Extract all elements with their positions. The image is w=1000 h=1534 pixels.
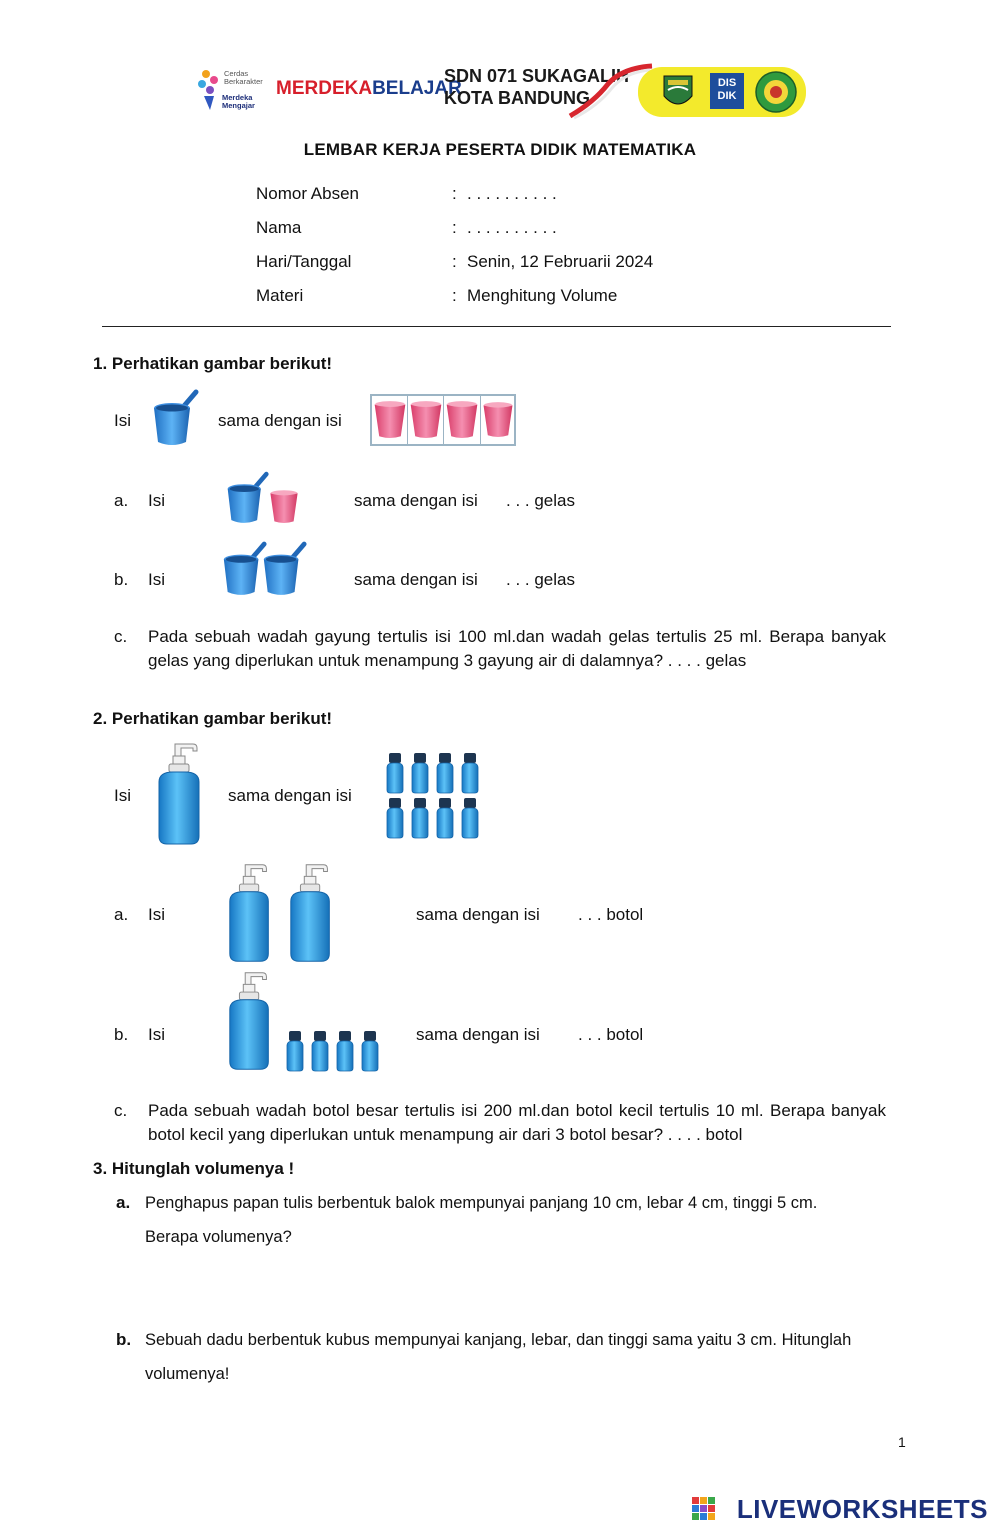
q2a-same: sama dengan isi bbox=[416, 905, 540, 924]
disdik-text: DIS DIK bbox=[717, 77, 737, 102]
q2b-isi: Isi bbox=[148, 1025, 165, 1044]
info-value-materi: Menghitung Volume bbox=[467, 286, 618, 305]
dipper-icon bbox=[150, 388, 200, 448]
q2b-letter: b. bbox=[114, 1025, 129, 1044]
q2-intro-isi: Isi bbox=[114, 786, 131, 805]
small-bottle-icon bbox=[434, 752, 456, 794]
small-bottle-icon bbox=[459, 797, 481, 839]
q2-intro-same: sama dengan isi bbox=[228, 786, 352, 805]
info-value-tanggal: Senin, 12 Februarii 2024 bbox=[467, 252, 654, 271]
page-number: 1 bbox=[898, 1434, 906, 1450]
info-colon: : bbox=[452, 218, 457, 237]
page-title: LEMBAR KERJA PESERTA DIDIK MATEMATIKA bbox=[303, 140, 697, 159]
glass-icon bbox=[372, 396, 408, 444]
pump-bottle-icon bbox=[285, 862, 339, 964]
divider bbox=[102, 326, 891, 327]
q2b-answer[interactable]: . . . botol bbox=[578, 1025, 644, 1044]
info-colon: : bbox=[452, 184, 457, 203]
small-bottle-icon bbox=[384, 752, 406, 794]
q1c-text: Pada sebuah wadah gayung tertulis isi 100 ml.dan wadah gelas tertulis 25 ml. Berapa banyak gelas yang diperlukan untuk menampung 3 gayung air di dalamnya? . . . . gelas bbox=[148, 627, 886, 670]
q2a-isi: Isi bbox=[148, 905, 165, 924]
merdeka-belajar-logo bbox=[276, 78, 462, 100]
q2-heading: 2. Perhatikan gambar berikut! bbox=[93, 709, 333, 728]
bandung-crest-icon bbox=[660, 72, 696, 112]
info-colon: : bbox=[452, 252, 457, 271]
q1b-same: sama dengan isi bbox=[354, 570, 478, 589]
logo-merdeka-mengajar: Merdeka Mengajar bbox=[222, 93, 255, 110]
logo-cerdas: Cerdas Berkarakter bbox=[224, 69, 263, 86]
q1a-same: sama dengan isi bbox=[354, 491, 478, 510]
belajar-text: BELAJAR bbox=[372, 78, 462, 99]
glass-icon bbox=[444, 396, 480, 444]
school-name-line1: SDN 071 SUKAGALIH bbox=[444, 66, 630, 86]
small-bottle-icon bbox=[359, 1030, 381, 1072]
small-bottle-icon bbox=[459, 752, 481, 794]
q2a-answer[interactable]: . . . botol bbox=[578, 905, 644, 924]
q3-heading: 3. Hitunglah volumenya ! bbox=[93, 1159, 295, 1178]
info-label-nama: Nama bbox=[256, 218, 302, 237]
star-logo-icon bbox=[196, 66, 222, 114]
small-bottle-icon bbox=[409, 797, 431, 839]
header-banner bbox=[196, 62, 808, 120]
q1-intro-same: sama dengan isi bbox=[218, 411, 342, 430]
small-bottle-group bbox=[384, 752, 484, 840]
liveworksheets-watermark: LIVEWORKSHEETS bbox=[736, 1494, 988, 1524]
q1c-letter: c. bbox=[114, 627, 128, 646]
q3a-text: Penghapus papan tulis berbentuk balok mempunyai panjang 10 cm, lebar 4 cm, tinggi 5 cm. Berapa volumenya? bbox=[145, 1194, 818, 1246]
glass-group bbox=[370, 394, 516, 446]
glass-icon bbox=[268, 486, 300, 528]
dipper-icon bbox=[224, 470, 270, 526]
pump-bottle-icon bbox=[224, 862, 278, 964]
glass-icon bbox=[481, 396, 514, 444]
q2c-letter: c. bbox=[114, 1101, 128, 1120]
small-bottle-icon bbox=[309, 1030, 331, 1072]
liveworksheets-logo-icon bbox=[692, 1497, 716, 1521]
info-label-tanggal: Hari/Tanggal bbox=[256, 252, 352, 271]
info-value-nama[interactable]: . . . . . . . . . . bbox=[467, 218, 557, 237]
small-bottle-icon bbox=[434, 797, 456, 839]
q1-heading: 1. Perhatikan gambar berikut! bbox=[93, 354, 333, 373]
q1a-isi: Isi bbox=[148, 491, 165, 510]
info-label-materi: Materi bbox=[256, 286, 304, 305]
q1a-letter: a. bbox=[114, 491, 129, 510]
dipper-icon bbox=[260, 540, 308, 598]
q2c-text: Pada sebuah wadah botol besar tertulis isi 200 ml.dan botol kecil tertulis 10 ml. Berapa banyak botol kecil yang diperlukan untuk menampung air dari 3 botol besar? . . . . botol bbox=[148, 1101, 886, 1144]
glass-icon bbox=[408, 396, 444, 444]
info-colon: : bbox=[452, 286, 457, 305]
q1-intro-isi: Isi bbox=[114, 411, 131, 430]
small-bottle-icon bbox=[384, 797, 406, 839]
pump-bottle-icon bbox=[224, 970, 278, 1072]
info-label-absen: Nomor Absen bbox=[256, 184, 359, 203]
q1b-answer[interactable]: . . . gelas bbox=[506, 570, 575, 589]
q2a-letter: a. bbox=[114, 905, 129, 924]
small-bottle-icon bbox=[409, 752, 431, 794]
q3b-text: Sebuah dadu berbentuk kubus mempunyai kanjang, lebar, dan tinggi sama yaitu 3 cm. Hitunglah volumenya! bbox=[145, 1331, 852, 1383]
q1b-letter: b. bbox=[114, 570, 129, 589]
small-bottle-icon bbox=[334, 1030, 356, 1072]
q1b-isi: Isi bbox=[148, 570, 165, 589]
merdeka-text: MERDEKA bbox=[276, 78, 373, 99]
q1a-answer[interactable]: . . . gelas bbox=[506, 491, 575, 510]
school-name-line2: KOTA BANDUNG bbox=[444, 88, 590, 108]
disdik-badge bbox=[710, 73, 744, 109]
q3a-letter: a. bbox=[116, 1193, 131, 1212]
q2b-same: sama dengan isi bbox=[416, 1025, 540, 1044]
school-seal-icon bbox=[754, 70, 798, 114]
q3b-letter: b. bbox=[116, 1330, 132, 1349]
small-bottle-icon bbox=[284, 1030, 306, 1072]
pump-bottle-icon bbox=[153, 742, 209, 846]
info-value-absen[interactable]: . . . . . . . . . . bbox=[467, 184, 557, 203]
